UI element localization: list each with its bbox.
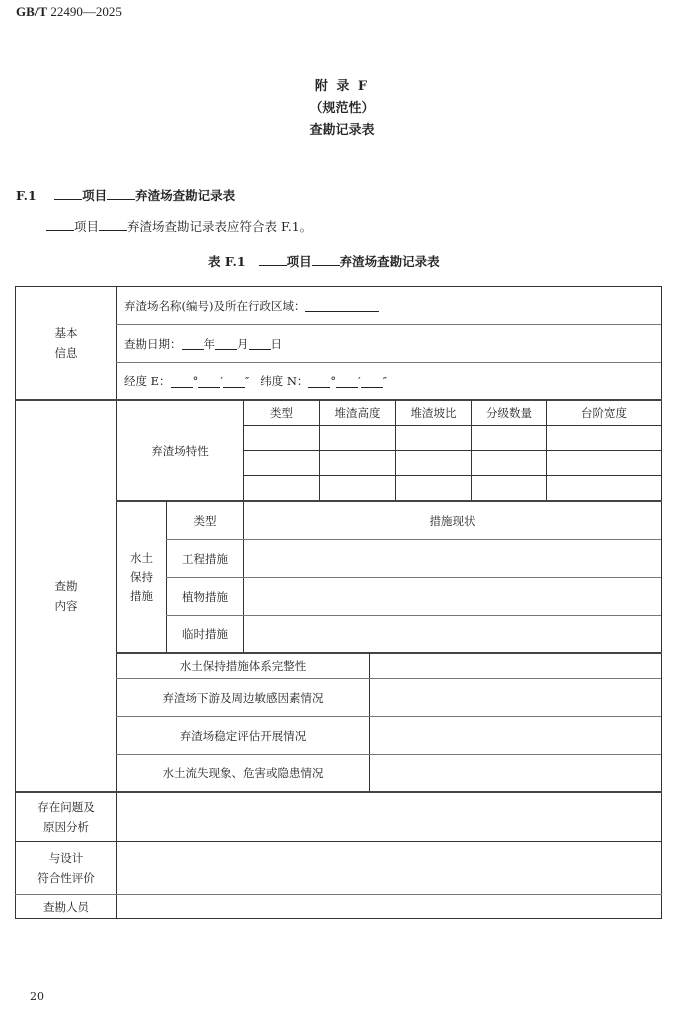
swc-measures-label: 水土 保持 措施 (130, 550, 153, 603)
page-number: 20 (30, 990, 44, 1003)
table-caption: 表 F.1 项目 弃渣场查勘记录表 (208, 254, 440, 269)
feature-header-step-width: 台阶宽度 (581, 406, 627, 420)
feature-header-levels: 分级数量 (486, 406, 532, 420)
compliance-label: 与设计 符合性评价 (37, 851, 95, 885)
appendix-type: （规范性） (309, 101, 375, 116)
measure-type-header: 类型 (193, 513, 217, 528)
standard-header: GB/T 22490—2025 (16, 4, 122, 19)
item-erosion-hazards: 水土流失现象、危害或隐患情况 (162, 766, 324, 780)
inspectors-label: 查勘人员 (43, 899, 89, 914)
measure-engineering: 工程措施 (182, 551, 228, 566)
measure-vegetation: 植物措施 (182, 589, 228, 604)
issues-label: 存在问题及 原因分析 (37, 800, 95, 834)
content-label: 查勘 内容 (54, 579, 78, 613)
feature-header-height: 堆渣高度 (334, 406, 381, 420)
feature-header-slope: 堆渣坡比 (410, 406, 457, 420)
site-name-field[interactable]: 弃渣场名称(编号)及所在行政区域： (124, 287, 379, 324)
measure-status-header: 措施现状 (429, 513, 476, 528)
measure-temporary: 临时措施 (182, 627, 228, 641)
section-heading: F.1 项目 弃渣场查勘记录表 (16, 188, 236, 203)
site-features-label: 弃渣场特性 (151, 443, 209, 458)
appendix-title: 附 录 F (314, 79, 370, 94)
item-downstream-sensitivity: 弃渣场下游及周边敏感因素情况 (162, 690, 324, 705)
coordinates-field[interactable]: 经度 E： ° ′ ″ 纬度 N： ° ′ ″ (124, 374, 388, 388)
section-paragraph: 项目 弃渣场查勘记录表应符合表 F.1。 (46, 217, 312, 235)
item-system-integrity: 水土保持措施体系完整性 (179, 659, 307, 673)
item-stability-assessment: 弃渣场稳定评估开展情况 (179, 728, 307, 743)
inspection-date-field[interactable]: 查勘日期： 年 月 日 (124, 336, 282, 351)
feature-header-type: 类型 (270, 406, 293, 420)
basic-info-label: 基本 信息 (54, 326, 78, 360)
appendix-name: 查勘记录表 (309, 123, 375, 138)
